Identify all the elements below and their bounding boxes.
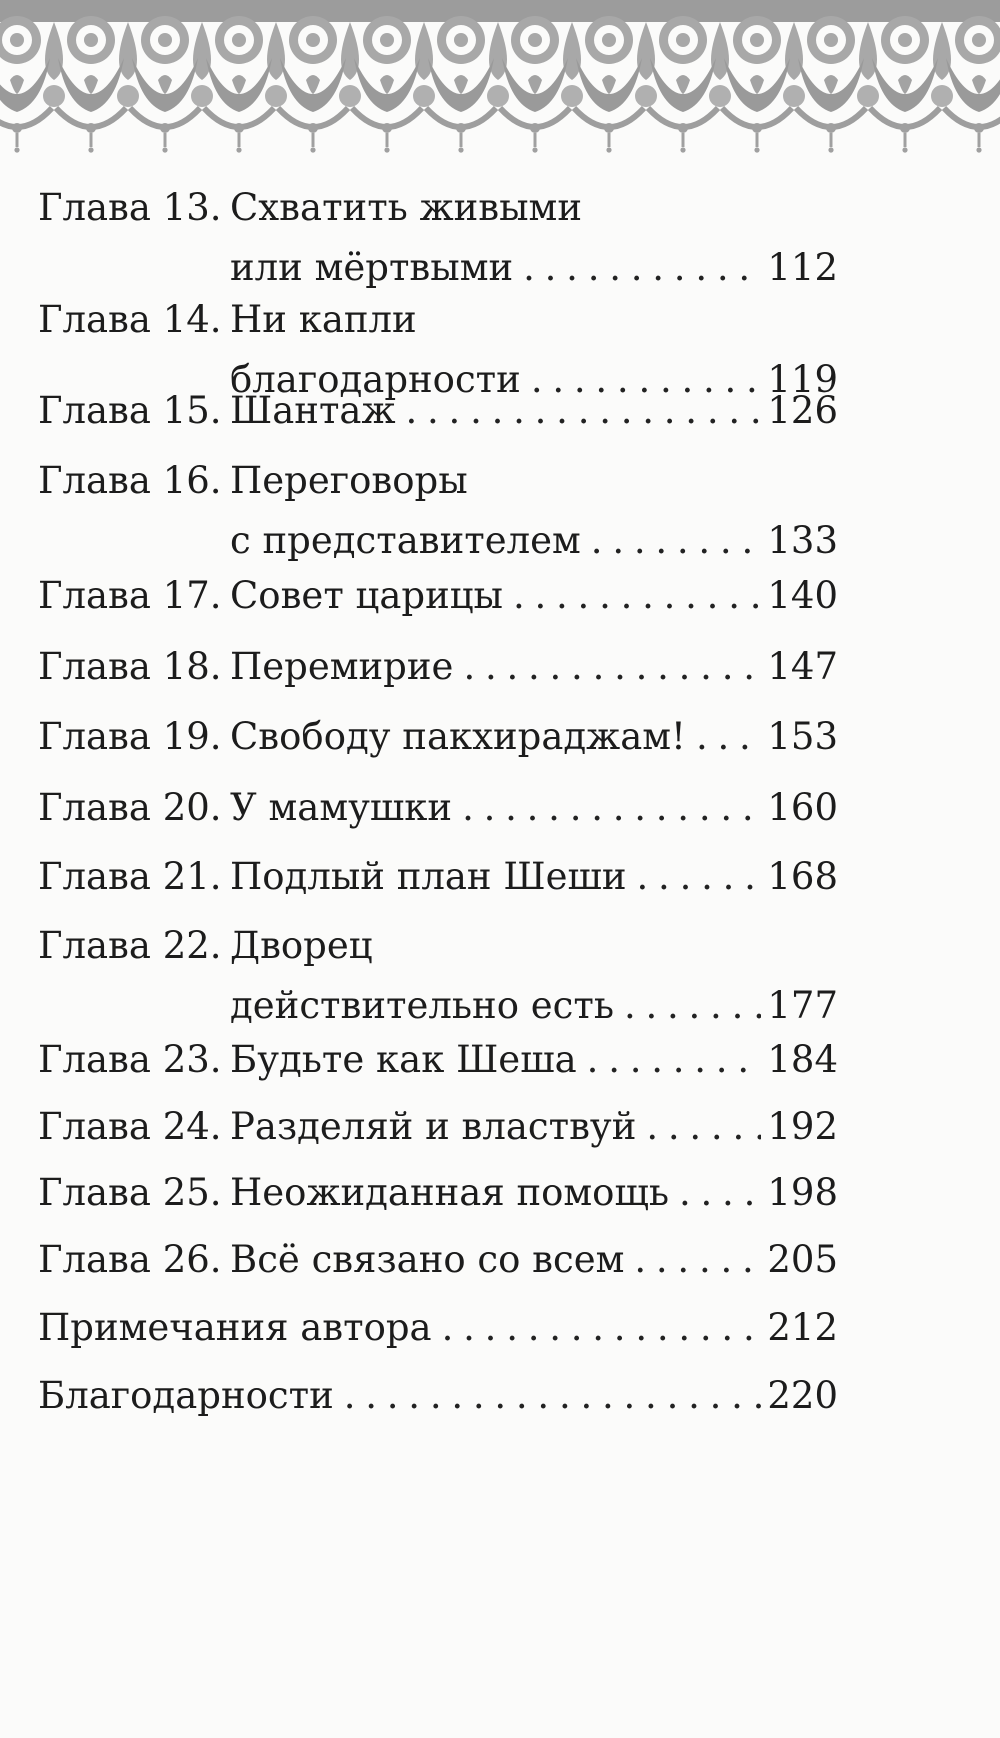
toc-entry-chapter-23[interactable] [38,1030,838,1090]
toc-entry-chapter-16[interactable] [38,451,838,571]
toc-entry-author-notes[interactable] [38,1298,838,1358]
chapter-label: Глава 16. [38,459,222,502]
toc-entry-chapter-19[interactable] [38,707,838,767]
toc-entry-chapter-24[interactable] [38,1097,838,1157]
toc-entry-chapter-17[interactable] [38,566,838,626]
chapter-title-continued: действительно есть [230,984,614,1027]
chapter-title: Переговоры [230,459,468,502]
toc-entry-chapter-20[interactable] [38,778,838,838]
toc-entry-chapter-22[interactable] [38,916,838,1036]
page-number: 184 [767,1038,838,1081]
page-number: 198 [767,1171,838,1214]
chapter-title: Шантаж [230,389,396,432]
dot-leader [679,1163,761,1223]
chapter-label: Глава 22. [38,924,222,967]
dot-leader [624,976,761,1036]
dot-leader [463,637,761,697]
toc-entry-acknowledgements[interactable] [38,1366,838,1426]
chapter-title: Разделяй и властвуй [230,1105,637,1148]
dot-leader [406,381,762,441]
chapter-title: Совет царицы [230,574,503,617]
chapter-label: Глава 21. [38,855,222,898]
chapter-label: Глава 25. [38,1171,222,1214]
page-number: 220 [767,1374,838,1417]
dot-leader [513,566,761,626]
chapter-label: Глава 17. [38,574,222,617]
page-number: 153 [767,715,838,758]
chapter-title: Перемирие [230,645,454,688]
chapter-title-continued: или мёртвыми [230,246,514,289]
chapter-label: Глава 18. [38,645,222,688]
dot-leader [646,1097,761,1157]
chapter-label: Глава 14. [38,298,222,341]
chapter-title: Будьте как Шеша [230,1038,577,1081]
chapter-title-continued: с представителем [230,519,581,562]
toc-entry-chapter-25[interactable] [38,1163,838,1223]
dot-leader [696,707,761,767]
dot-leader [591,511,762,571]
decorative-lace-border [0,0,1000,165]
page-number: 205 [767,1238,838,1281]
page-number: 168 [767,855,838,898]
chapter-title: Дворец [230,924,373,967]
chapter-label: Глава 13. [38,186,222,229]
section-title: Благодарности [38,1374,334,1417]
chapter-title: Ни капли [230,298,417,341]
chapter-label: Глава 15. [38,389,222,432]
toc-entry-chapter-21[interactable] [38,847,838,907]
dot-leader [462,778,761,838]
page-number: 177 [767,984,838,1027]
page-number: 212 [767,1306,838,1349]
page-number: 140 [767,574,838,617]
page-number: 133 [767,519,838,562]
page-number: 119 [767,358,838,401]
page-number: 112 [767,246,838,289]
page-number: 192 [767,1105,838,1148]
chapter-title-continued: благодарности [230,358,521,401]
page-number: 147 [767,645,838,688]
dot-leader [587,1030,762,1090]
dot-leader [344,1366,762,1426]
section-title: Примечания автора [38,1306,432,1349]
dot-leader [442,1298,762,1358]
chapter-label: Глава 26. [38,1238,222,1281]
dot-leader [637,847,762,907]
chapter-title: Схватить живыми [230,186,582,229]
chapter-title: У мамушки [230,786,453,829]
toc-entry-chapter-18[interactable] [38,637,838,697]
page-number: 160 [767,786,838,829]
toc-entry-chapter-26[interactable] [38,1230,838,1290]
chapter-label: Глава 23. [38,1038,222,1081]
chapter-title: Свободу пакхираджам! [230,715,686,758]
chapter-title: Подлый план Шеши [230,855,627,898]
dot-leader [523,238,761,298]
dot-leader [634,1230,761,1290]
page-number: 126 [767,389,838,432]
chapter-label: Глава 24. [38,1105,222,1148]
chapter-label: Глава 20. [38,786,222,829]
toc-entry-chapter-13[interactable] [38,178,838,298]
toc-entry-chapter-15[interactable] [38,381,838,441]
chapter-label: Глава 19. [38,715,222,758]
chapter-title: Всё связано со всем [230,1238,625,1281]
chapter-title: Неожиданная помощь [230,1171,669,1214]
